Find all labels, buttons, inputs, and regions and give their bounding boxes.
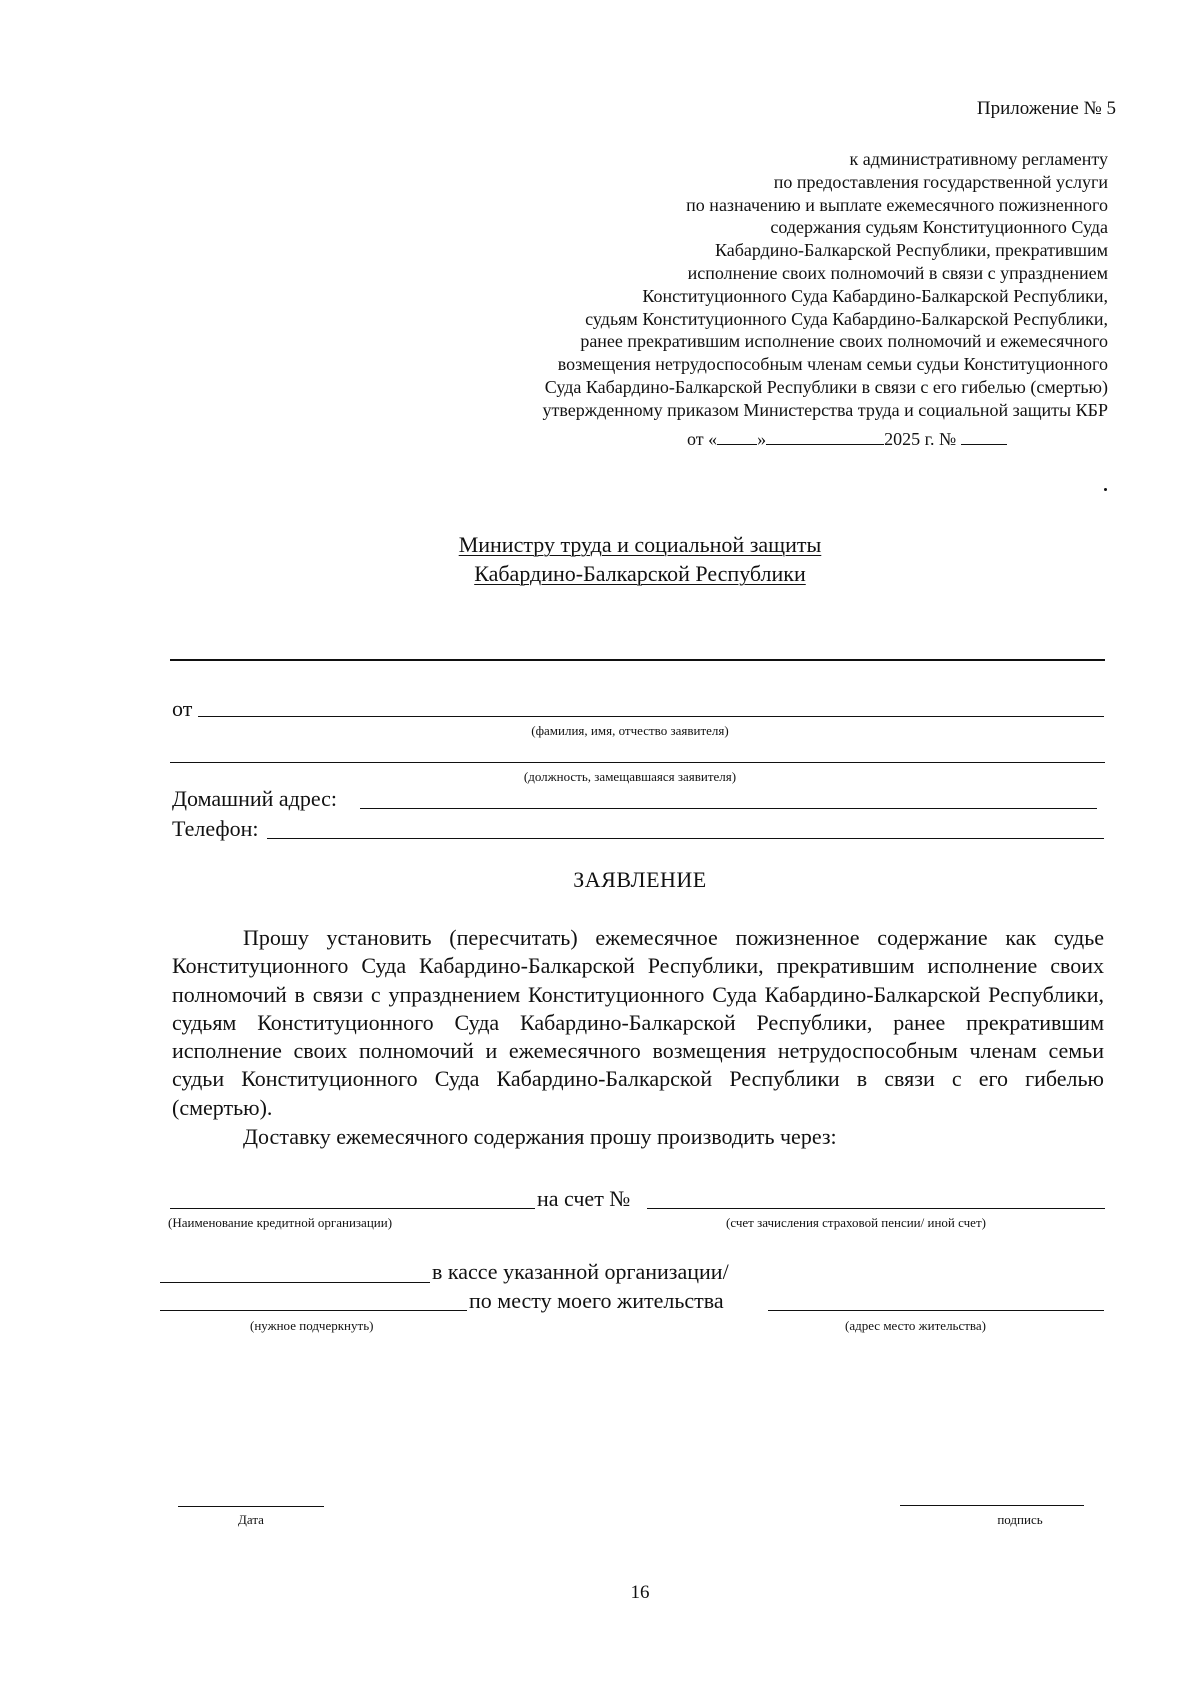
delivery-line: Доставку ежемесячного содержания прошу производить через:	[243, 1124, 837, 1149]
applicant-position-field[interactable]	[170, 762, 1105, 763]
month-blank[interactable]	[766, 428, 884, 445]
top-rule	[170, 659, 1105, 661]
header-line: исполнение своих полномочий в связи с упразднением	[687, 262, 1108, 283]
cash-option-2-field[interactable]	[160, 1310, 467, 1311]
phone-label: Телефон:	[172, 816, 259, 841]
residence-address-field[interactable]	[768, 1310, 1104, 1311]
order-date-line	[687, 428, 1007, 450]
regulation-header	[542, 148, 1108, 422]
header-line: Кабардино-Балкарской Республики, прекратившим	[714, 240, 1108, 261]
home-address-field[interactable]	[360, 808, 1097, 809]
sign-label: подпись	[997, 1512, 1043, 1527]
date-label: Дата	[238, 1512, 264, 1527]
header-line: по назначению и выплате ежемесячного пожизненного	[686, 194, 1108, 215]
header-line: судьям Конституционного Суда Кабардино-Балкарской Республики,	[585, 308, 1108, 329]
cash-option-1-field[interactable]	[160, 1282, 430, 1283]
address-label: Домашний адрес:	[172, 786, 338, 811]
addressee-line-1: Министру труда и социальной защиты	[458, 532, 822, 557]
header-line: ранее прекратившим исполнение своих полномочий и ежемесячного	[580, 331, 1108, 352]
addressee	[0, 530, 1200, 588]
bank-name-field[interactable]	[170, 1208, 535, 1209]
date-signature-field[interactable]	[178, 1506, 324, 1507]
header-line: по предоставления государственной услуги	[773, 171, 1108, 192]
page-number: 16	[630, 1582, 650, 1603]
stray-dot	[1104, 488, 1107, 491]
header-line: к административному регламенту	[849, 149, 1108, 169]
document-title: ЗАЯВЛЕНИЕ	[573, 867, 707, 892]
appendix-label: Приложение № 5	[976, 98, 1116, 119]
bank-caption: (Наименование кредитной организации)	[168, 1215, 393, 1230]
header-line: Конституционного Суда Кабардино-Балкарской Республики,	[642, 285, 1108, 306]
date-close-quote: »	[757, 429, 767, 450]
day-blank[interactable]	[717, 428, 757, 445]
header-line: возмещения нетрудоспособным членам семьи судьи Конституционного	[557, 354, 1108, 375]
name-caption: (фамилия, имя, отчество заявителя)	[531, 723, 729, 738]
account-number-field[interactable]	[647, 1208, 1105, 1209]
account-caption: (счет зачисления страховой пенсии/ иной счет)	[726, 1215, 986, 1230]
date-year: 2025 г. №	[884, 429, 957, 450]
address-caption: (адрес место жительства)	[845, 1318, 987, 1333]
applicant-name-field[interactable]	[198, 716, 1104, 717]
position-caption: (должность, замещавшаяся заявителя)	[523, 769, 737, 784]
cash-option-2: по месту моего жительства	[469, 1288, 724, 1313]
header-line: утвержденному приказом Министерства труда и социальной защиты КБР	[542, 399, 1108, 420]
cash-option-1: в кассе указанной организации/	[432, 1259, 729, 1284]
header-line: содержания судьям Конституционного Суда	[770, 217, 1108, 238]
signature-field[interactable]	[900, 1505, 1084, 1506]
application-text: Прошу установить (пересчитать) ежемесячное пожизненное содержание как судье Конституционного Суда Кабардино-Балкарской Республики, прекратившим исполнение своих полномочий в связи с упразднением Конституционного Суда Кабардино-Балкарской Республики, судьям Конституционного Суда Кабардино-Балкарской Республики, ранее прекратившим исполнение своих полномочий и ежемесячного возмещения нетрудоспособным членам семьи судьи Конституционного Суда Кабардино-Балкарской Республики в связи с его гибелью (смертью).	[172, 925, 1104, 1120]
phone-field[interactable]	[267, 838, 1104, 839]
header-line: Суда Кабардино-Балкарской Республики в связи с его гибелью (смертью)	[544, 376, 1108, 397]
underline-caption: (нужное подчеркнуть)	[250, 1318, 374, 1333]
order-number-blank[interactable]	[961, 428, 1007, 445]
date-prefix: от «	[687, 429, 718, 450]
account-label: на счет №	[537, 1186, 631, 1211]
from-label: от	[172, 696, 193, 721]
addressee-line-2: Кабардино-Балкарской Республики	[474, 561, 806, 586]
